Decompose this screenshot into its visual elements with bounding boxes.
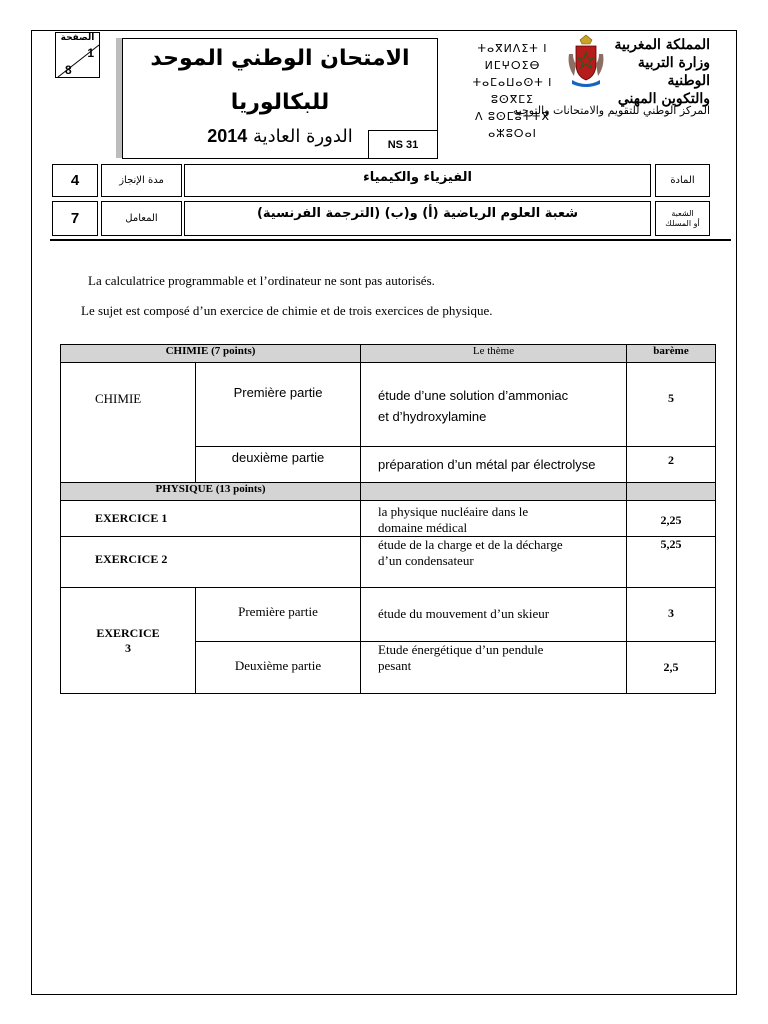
exercise-1-score: 2,25: [627, 501, 716, 537]
kingdom-heading: [600, 36, 710, 108]
exercise-3-part-1: Première partie: [196, 588, 361, 642]
page-current: 1: [87, 46, 94, 60]
chimie-theme-1-line1: étude d’une solution d’ammoniac: [378, 388, 569, 403]
exercise-3-label: [61, 588, 196, 694]
page-label: الصفحة: [60, 33, 95, 43]
exam-title-line2: للبكالوريا: [230, 90, 330, 115]
exercise-2-label: EXERCICE 2: [61, 537, 361, 588]
branch-value: شعبة العلوم الرياضية (أ) و(ب) (الترجمة الفرنسية): [184, 201, 651, 236]
subject-value: الفيزياء والكيمياء: [184, 164, 651, 197]
exercise-3-score-2: 2,5: [627, 642, 716, 694]
exercise-3-label-line2: 3: [125, 640, 131, 655]
exercise-2-score: 5,25: [627, 537, 716, 588]
table-row: [61, 588, 716, 642]
chimie-theme-1: [361, 363, 627, 447]
chimie-score-1: 5: [627, 363, 716, 447]
exercise-2-theme: [361, 537, 627, 588]
exercise-3-theme-2: [361, 642, 627, 694]
bareme-header: barème: [627, 345, 716, 363]
exercise-3-score-1: 3: [627, 588, 716, 642]
exercise-3-theme-2-line2: pesant: [378, 658, 412, 673]
kingdom-line-2: وزارة التربية الوطنية: [637, 55, 710, 89]
tifinagh-line-2: ⵜⴰⵎⴰⵡⴰⵙⵜ ⵏ ⵓⵙⴳⵎⵉ: [472, 76, 553, 106]
coefficient-label: المعامل: [101, 201, 182, 236]
exercise-1-label: EXERCICE 1: [61, 501, 361, 537]
table-row: [61, 363, 716, 447]
header-divider: [50, 239, 731, 241]
exercise-3-label-line1: EXERCICE: [96, 625, 160, 640]
chimie-theme-2: préparation d’un métal par électrolyse: [361, 447, 627, 483]
physique-header: PHYSIQUE (13 points): [61, 483, 361, 501]
exercise-1-theme-line2: domaine médical: [378, 520, 468, 535]
subject-label: المادة: [655, 164, 710, 197]
exam-code: NS 31: [368, 130, 438, 159]
exercise-2-theme-line1: étude de la charge et de la décharge: [378, 537, 563, 552]
chimie-part-1: Première partie: [196, 363, 361, 447]
tifinagh-line-1: ⵜⴰⴳⵍⴷⵉⵜ ⵏ ⵍⵎⵖⵔⵉⴱ: [477, 42, 548, 72]
chimie-score-2: 2: [627, 447, 716, 483]
exercise-3-part-2: Deuxième partie: [196, 642, 361, 694]
tifinagh-heading: [460, 40, 565, 142]
chimie-part-2: deuxième partie: [196, 447, 361, 483]
physique-bareme-empty: [627, 483, 716, 501]
page-number-box: [55, 32, 100, 78]
physique-theme-empty: [361, 483, 627, 501]
kingdom-line-1: المملكة المغربية: [614, 37, 710, 53]
exercise-2-theme-line2: d’un condensateur: [378, 553, 474, 568]
exercise-1-theme: [361, 501, 627, 537]
physique-header-row: [61, 483, 716, 501]
chimie-label: CHIMIE: [61, 363, 196, 483]
chimie-header: CHIMIE (7 points): [61, 345, 361, 363]
chimie-theme-1-line2: et d’hydroxylamine: [378, 409, 487, 424]
exercise-3-theme-2-line1: Etude énergétique d’un pendule: [378, 642, 544, 657]
exercise-3-theme-1: étude du mouvement d’un skieur: [361, 588, 627, 642]
table-row: [61, 501, 716, 537]
exam-title-line1: الامتحان الوطني الموحد: [150, 46, 410, 71]
tifinagh-line-3: ⴷ ⵓⵙⵎⵓⵜⵜⴳ ⴰⵣⵓⵔⴰⵏ: [475, 110, 550, 140]
exercise-1-theme-line1: la physique nucléaire dans le: [378, 504, 529, 519]
branch-label: [655, 201, 710, 236]
duration-label: مدة الإنجاز: [101, 164, 182, 197]
table-header-row: [61, 345, 716, 363]
session-label: الدورة العادية: [252, 126, 353, 147]
theme-header: Le thème: [361, 345, 627, 363]
instruction-line-2: Le sujet est composé d’un exercice de chimie et de trois exercices de physique.: [81, 303, 493, 318]
instruction-line-1: La calculatrice programmable et l’ordinateur ne sont pas autorisés.: [88, 273, 435, 288]
branch-label-line2: أو المسلك: [665, 218, 700, 228]
coefficient-value: 7: [52, 201, 98, 236]
center-name: المركز الوطني للتقويم والامتحانات والتوجيه: [512, 104, 710, 117]
session-year: 2014: [207, 126, 248, 146]
branch-label-line1: الشعبة: [671, 208, 694, 218]
session-line: [190, 126, 370, 147]
exercise-table: [60, 344, 716, 694]
table-row: [61, 537, 716, 588]
kingdom-line-3: والتكوين المهني: [617, 91, 710, 107]
page-total: 8: [65, 63, 72, 77]
duration-value: 4: [52, 164, 98, 197]
